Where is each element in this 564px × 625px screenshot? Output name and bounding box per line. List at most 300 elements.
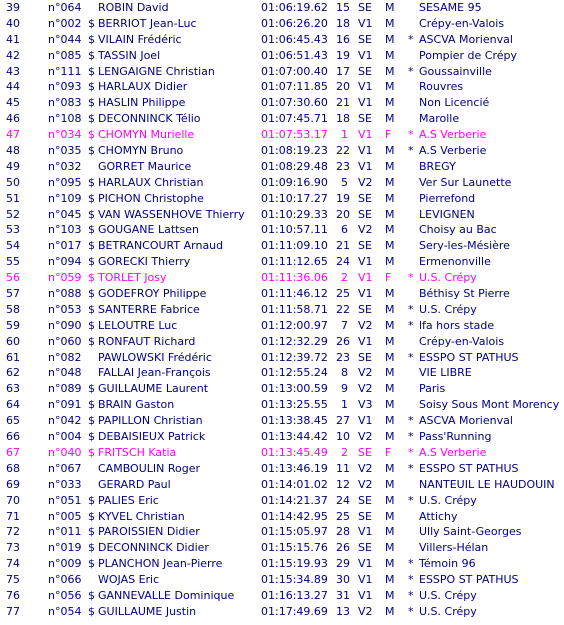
table-row <box>0 175 564 191</box>
sex-cell: M <box>385 80 395 94</box>
category-rank: 1 <box>341 398 348 412</box>
bib-cell: n°035 <box>48 144 82 158</box>
sex-cell: M <box>385 414 395 428</box>
category-code: V1 <box>358 557 373 571</box>
rank-cell: 58 <box>6 302 20 316</box>
runner-name: DECONNINCK Télio <box>98 112 201 126</box>
bib-cell: n°042 <box>48 414 82 428</box>
category-rank: 10 <box>336 430 350 444</box>
sex-cell: M <box>385 287 395 301</box>
licence-marker: $ <box>88 64 95 78</box>
club-marker: * <box>408 32 414 46</box>
club-name: NANTEUIL LE HAUDOUIN <box>419 477 555 491</box>
runner-name: CHOMYN Bruno <box>98 144 184 158</box>
rank-cell: 50 <box>6 175 20 189</box>
club-name: Crépy-en-Valois <box>419 334 505 348</box>
table-row <box>0 95 564 111</box>
bib-cell: n°033 <box>48 477 82 491</box>
table-row <box>0 302 564 318</box>
finish-time: 01:12:32.29 <box>261 334 328 348</box>
category-rank: 28 <box>336 525 350 539</box>
runner-name: KYVEL Christian <box>98 509 185 523</box>
sex-cell: M <box>385 588 395 602</box>
club-name: Choisy au Bac <box>419 223 497 237</box>
category-code: SE <box>358 32 372 46</box>
club-marker: * <box>408 414 414 428</box>
club-marker: * <box>408 302 414 316</box>
club-name: Ermenonville <box>419 255 491 269</box>
licence-marker: $ <box>88 430 95 444</box>
bib-cell: n°053 <box>48 302 82 316</box>
club-marker: * <box>408 144 414 158</box>
club-name: ESSPO ST PATHUS <box>419 350 519 364</box>
category-rank: 21 <box>336 239 350 253</box>
table-row <box>0 588 564 604</box>
sex-cell: M <box>385 159 395 173</box>
finish-time: 01:15:34.89 <box>261 573 328 587</box>
bib-cell: n°109 <box>48 191 82 205</box>
finish-time: 01:10:57.11 <box>261 223 328 237</box>
runner-name: GOUGANE Lattsen <box>98 223 199 237</box>
sex-cell: F <box>385 271 392 285</box>
club-name: Attichy <box>419 509 458 523</box>
bib-cell: n°093 <box>48 80 82 94</box>
club-name: LEVIGNEN <box>419 207 475 221</box>
category-rank: 29 <box>336 557 350 571</box>
rank-cell: 69 <box>6 477 20 491</box>
sex-cell: M <box>385 318 395 332</box>
sex-cell: M <box>385 430 395 444</box>
rank-cell: 55 <box>6 255 20 269</box>
category-code: V1 <box>358 287 373 301</box>
licence-marker: $ <box>88 96 95 110</box>
bib-cell: n°108 <box>48 112 82 126</box>
rank-cell: 44 <box>6 80 20 94</box>
category-rank: 20 <box>336 80 350 94</box>
bib-cell: n°002 <box>48 16 82 30</box>
runner-name: GANNEVALLE Dominique <box>98 588 235 602</box>
licence-marker: $ <box>88 48 95 62</box>
runner-name: PALIES Eric <box>98 493 159 507</box>
runner-name: BERRIOT Jean-Luc <box>98 16 197 30</box>
licence-marker: $ <box>88 80 95 94</box>
club-name: U.S. Crépy <box>419 604 477 618</box>
bib-cell: n°066 <box>48 573 82 587</box>
club-marker: * <box>408 318 414 332</box>
club-marker: * <box>408 350 414 364</box>
table-row <box>0 604 564 620</box>
category-rank: 30 <box>336 573 350 587</box>
bib-cell: n°067 <box>48 461 82 475</box>
table-row <box>0 397 564 413</box>
club-marker: * <box>408 573 414 587</box>
sex-cell: M <box>385 239 395 253</box>
finish-time: 01:06:51.43 <box>261 48 328 62</box>
sex-cell: M <box>385 16 395 30</box>
finish-time: 01:07:53.17 <box>261 128 328 142</box>
bib-cell: n°005 <box>48 509 82 523</box>
bib-cell: n°054 <box>48 604 82 618</box>
rank-cell: 51 <box>6 191 20 205</box>
finish-time: 01:15:05.97 <box>261 525 328 539</box>
sex-cell: M <box>385 573 395 587</box>
runner-name: ROBIN David <box>98 1 169 14</box>
licence-marker: $ <box>88 239 95 253</box>
club-name: Béthisy St Pierre <box>419 287 510 301</box>
table-row <box>0 191 564 207</box>
runner-name: PAWLOWSKI Frédéric <box>98 350 212 364</box>
club-name: ESSPO ST PATHUS <box>419 573 519 587</box>
table-row <box>0 477 564 493</box>
club-name: Témoin 96 <box>419 557 476 571</box>
sex-cell: M <box>385 334 395 348</box>
bib-cell: n°089 <box>48 382 82 396</box>
rank-cell: 77 <box>6 604 20 618</box>
runner-name: GUILLAUME Laurent <box>98 382 209 396</box>
club-name: Pompier de Crépy <box>419 48 517 62</box>
licence-marker: $ <box>88 32 95 46</box>
rank-cell: 67 <box>6 445 20 459</box>
rank-cell: 64 <box>6 398 20 412</box>
finish-time: 01:07:45.71 <box>261 112 328 126</box>
category-rank: 22 <box>336 302 350 316</box>
licence-marker: $ <box>88 191 95 205</box>
rank-cell: 39 <box>6 1 20 14</box>
runner-name: BETRANCOURT Arnaud <box>98 239 224 253</box>
finish-time: 01:11:46.12 <box>261 287 328 301</box>
rank-cell: 68 <box>6 461 20 475</box>
category-code: V2 <box>358 604 373 618</box>
category-code: V2 <box>358 382 373 396</box>
licence-marker: $ <box>88 604 95 618</box>
category-rank: 24 <box>336 493 350 507</box>
runner-name: HARLAUX Christian <box>98 175 204 189</box>
club-name: A.S Verberie <box>419 445 487 459</box>
runner-name: VAN WASSENHOVE Thierry <box>98 207 245 221</box>
sex-cell: M <box>385 144 395 158</box>
table-row <box>0 32 564 48</box>
club-name: Ver Sur Launette <box>419 175 512 189</box>
table-row <box>0 413 564 429</box>
club-name: Rouvres <box>419 80 464 94</box>
finish-time: 01:13:46.19 <box>261 461 328 475</box>
finish-time: 01:10:17.27 <box>261 191 328 205</box>
category-code: V1 <box>358 16 373 30</box>
rank-cell: 66 <box>6 430 20 444</box>
club-name: lfa hors stade <box>419 318 495 332</box>
category-rank: 11 <box>336 461 350 475</box>
bib-cell: n°017 <box>48 239 82 253</box>
club-marker: * <box>408 588 414 602</box>
table-row <box>0 365 564 381</box>
category-rank: 27 <box>336 414 350 428</box>
table-row <box>0 159 564 175</box>
club-marker: * <box>408 557 414 571</box>
club-name: Sery-les-Mésière <box>419 239 510 253</box>
rank-cell: 52 <box>6 207 20 221</box>
category-rank: 6 <box>341 223 348 237</box>
table-row <box>0 143 564 159</box>
bib-cell: n°088 <box>48 287 82 301</box>
category-rank: 9 <box>341 382 348 396</box>
rank-cell: 57 <box>6 287 20 301</box>
bib-cell: n°051 <box>48 493 82 507</box>
runner-name: FRITSCH Katia <box>98 445 177 459</box>
licence-marker: $ <box>88 509 95 523</box>
table-row <box>0 222 564 238</box>
table-row <box>0 254 564 270</box>
bib-cell: n°040 <box>48 445 82 459</box>
rank-cell: 53 <box>6 223 20 237</box>
category-code: SE <box>358 541 372 555</box>
sex-cell: M <box>385 96 395 110</box>
category-code: V2 <box>358 477 373 491</box>
category-rank: 18 <box>336 112 350 126</box>
category-code: V2 <box>358 430 373 444</box>
finish-time: 01:13:38.45 <box>261 414 328 428</box>
club-marker: * <box>408 128 414 142</box>
category-rank: 24 <box>336 255 350 269</box>
finish-time: 01:09:16.90 <box>261 175 328 189</box>
sex-cell: M <box>385 493 395 507</box>
category-code: V1 <box>358 588 373 602</box>
bib-cell: n°083 <box>48 96 82 110</box>
rank-cell: 43 <box>6 64 20 78</box>
sex-cell: M <box>385 64 395 78</box>
sex-cell: M <box>385 223 395 237</box>
bib-cell: n°004 <box>48 430 82 444</box>
bib-cell: n°032 <box>48 159 82 173</box>
table-row <box>0 111 564 127</box>
licence-marker: $ <box>88 334 95 348</box>
runner-name: LELOUTRE Luc <box>98 318 178 332</box>
licence-marker: $ <box>88 16 95 30</box>
category-code: V1 <box>358 128 373 142</box>
finish-time: 01:10:29.33 <box>261 207 328 221</box>
licence-marker: $ <box>88 287 95 301</box>
finish-time: 01:06:26.20 <box>261 16 328 30</box>
rank-cell: 47 <box>6 128 20 142</box>
table-row <box>0 381 564 397</box>
table-row <box>0 509 564 525</box>
runner-name: PICHON Christophe <box>98 191 204 205</box>
club-marker: * <box>408 604 414 618</box>
sex-cell: F <box>385 128 392 142</box>
category-rank: 25 <box>336 287 350 301</box>
licence-marker: $ <box>88 271 95 285</box>
sex-cell: M <box>385 525 395 539</box>
category-code: V1 <box>358 414 373 428</box>
finish-time: 01:11:58.71 <box>261 302 328 316</box>
runner-name: CHOMYN Murielle <box>98 128 195 142</box>
category-code: V1 <box>358 525 373 539</box>
bib-cell: n°048 <box>48 366 82 380</box>
licence-marker: $ <box>88 541 95 555</box>
table-row <box>0 48 564 64</box>
licence-marker: $ <box>88 557 95 571</box>
runner-name: BRAIN Gaston <box>98 398 175 412</box>
licence-marker: $ <box>88 255 95 269</box>
sex-cell: M <box>385 175 395 189</box>
finish-time: 01:07:30.60 <box>261 96 328 110</box>
category-code: SE <box>358 207 372 221</box>
licence-marker: $ <box>88 223 95 237</box>
category-rank: 13 <box>336 604 350 618</box>
club-name: Marolle <box>419 112 460 126</box>
licence-marker: $ <box>88 414 95 428</box>
club-name: A.S Verberie <box>419 144 487 158</box>
club-name: A.S Verberie <box>419 128 487 142</box>
sex-cell: M <box>385 48 395 62</box>
club-name: Pass'Running <box>419 430 492 444</box>
table-row <box>0 540 564 556</box>
rank-cell: 46 <box>6 112 20 126</box>
category-code: V2 <box>358 223 373 237</box>
club-name: Goussainville <box>419 64 492 78</box>
rank-cell: 76 <box>6 588 20 602</box>
sex-cell: M <box>385 32 395 46</box>
runner-name: LENGAIGNE Christian <box>98 64 215 78</box>
rank-cell: 61 <box>6 350 20 364</box>
club-marker: * <box>408 493 414 507</box>
bib-cell: n°009 <box>48 557 82 571</box>
category-rank: 8 <box>341 366 348 380</box>
runner-name: FALLAI Jean-François <box>98 366 211 380</box>
sex-cell: M <box>385 112 395 126</box>
runner-name: DECONNINCK Didier <box>98 541 209 555</box>
club-name: U.S. Crépy <box>419 588 477 602</box>
category-code: V2 <box>358 366 373 380</box>
category-rank: 16 <box>336 32 350 46</box>
category-code: V1 <box>358 573 373 587</box>
rank-cell: 42 <box>6 48 20 62</box>
table-row <box>0 207 564 223</box>
finish-time: 01:14:01.02 <box>261 477 328 491</box>
licence-marker: $ <box>88 318 95 332</box>
finish-time: 01:13:00.59 <box>261 382 328 396</box>
table-row <box>0 429 564 445</box>
bib-cell: n°045 <box>48 207 82 221</box>
bib-cell: n°011 <box>48 525 82 539</box>
sex-cell: M <box>385 382 395 396</box>
bib-cell: n°044 <box>48 32 82 46</box>
rank-cell: 60 <box>6 334 20 348</box>
club-name: BREGY <box>419 159 456 173</box>
category-code: V1 <box>358 334 373 348</box>
finish-time: 01:07:00.40 <box>261 64 328 78</box>
category-rank: 19 <box>336 191 350 205</box>
category-rank: 21 <box>336 96 350 110</box>
bib-cell: n°060 <box>48 334 82 348</box>
category-code: V1 <box>358 255 373 269</box>
category-rank: 5 <box>341 175 348 189</box>
licence-marker: $ <box>88 493 95 507</box>
rank-cell: 62 <box>6 366 20 380</box>
category-rank: 23 <box>336 350 350 364</box>
category-code: SE <box>358 1 372 14</box>
bib-cell: n°091 <box>48 398 82 412</box>
licence-marker: $ <box>88 382 95 396</box>
sex-cell: M <box>385 302 395 316</box>
table-row <box>0 64 564 80</box>
sex-cell: M <box>385 398 395 412</box>
table-row <box>0 461 564 477</box>
runner-name: HARLAUX Didier <box>98 80 188 94</box>
runner-name: GORRET Maurice <box>98 159 192 173</box>
category-rank: 2 <box>341 445 348 459</box>
category-rank: 20 <box>336 207 350 221</box>
category-code: V3 <box>358 398 373 412</box>
table-row <box>0 79 564 95</box>
bib-cell: n°059 <box>48 271 82 285</box>
category-code: V1 <box>358 96 373 110</box>
club-name: ASCVA Morienval <box>419 414 513 428</box>
club-name: Soisy Sous Mont Morency <box>419 398 560 412</box>
finish-time: 01:12:00.97 <box>261 318 328 332</box>
bib-cell: n°094 <box>48 255 82 269</box>
table-row <box>0 493 564 509</box>
club-name: U.S. Crépy <box>419 493 477 507</box>
table-row <box>0 350 564 366</box>
sex-cell: F <box>385 445 392 459</box>
rank-cell: 70 <box>6 493 20 507</box>
licence-marker: $ <box>88 112 95 126</box>
table-row <box>0 334 564 350</box>
sex-cell: M <box>385 604 395 618</box>
category-rank: 7 <box>341 318 348 332</box>
runner-name: PAROISSIEN Didier <box>98 525 200 539</box>
licence-marker: $ <box>88 302 95 316</box>
rank-cell: 40 <box>6 16 20 30</box>
licence-marker: $ <box>88 144 95 158</box>
rank-cell: 45 <box>6 96 20 110</box>
category-code: SE <box>358 112 372 126</box>
category-code: SE <box>358 191 372 205</box>
finish-time: 01:13:25.55 <box>261 398 328 412</box>
table-row <box>0 286 564 302</box>
licence-marker: $ <box>88 398 95 412</box>
table-row <box>0 127 564 143</box>
sex-cell: M <box>385 207 395 221</box>
finish-time: 01:14:42.95 <box>261 509 328 523</box>
runner-name: SANTERRE Fabrice <box>98 302 200 316</box>
rank-cell: 48 <box>6 144 20 158</box>
bib-cell: n°056 <box>48 588 82 602</box>
finish-time: 01:06:19.62 <box>261 1 328 14</box>
licence-marker: $ <box>88 128 95 142</box>
rank-cell: 63 <box>6 382 20 396</box>
club-marker: * <box>408 64 414 78</box>
runner-name: PLANCHON Jean-Pierre <box>98 557 223 571</box>
bib-cell: n°064 <box>48 1 82 14</box>
runner-name: WOJAS Eric <box>98 573 160 587</box>
rank-cell: 73 <box>6 541 20 555</box>
category-rank: 18 <box>336 16 350 30</box>
sex-cell: M <box>385 509 395 523</box>
bib-cell: n°019 <box>48 541 82 555</box>
sex-cell: M <box>385 255 395 269</box>
category-code: SE <box>358 239 372 253</box>
sex-cell: M <box>385 557 395 571</box>
category-code: SE <box>358 350 372 364</box>
table-row <box>0 238 564 254</box>
runner-name: RONFAUT Richard <box>98 334 196 348</box>
category-code: V1 <box>358 271 373 285</box>
runner-name: GERARD Paul <box>98 477 171 491</box>
category-rank: 22 <box>336 144 350 158</box>
club-name: SESAME 95 <box>419 1 482 14</box>
bib-cell: n°034 <box>48 128 82 142</box>
